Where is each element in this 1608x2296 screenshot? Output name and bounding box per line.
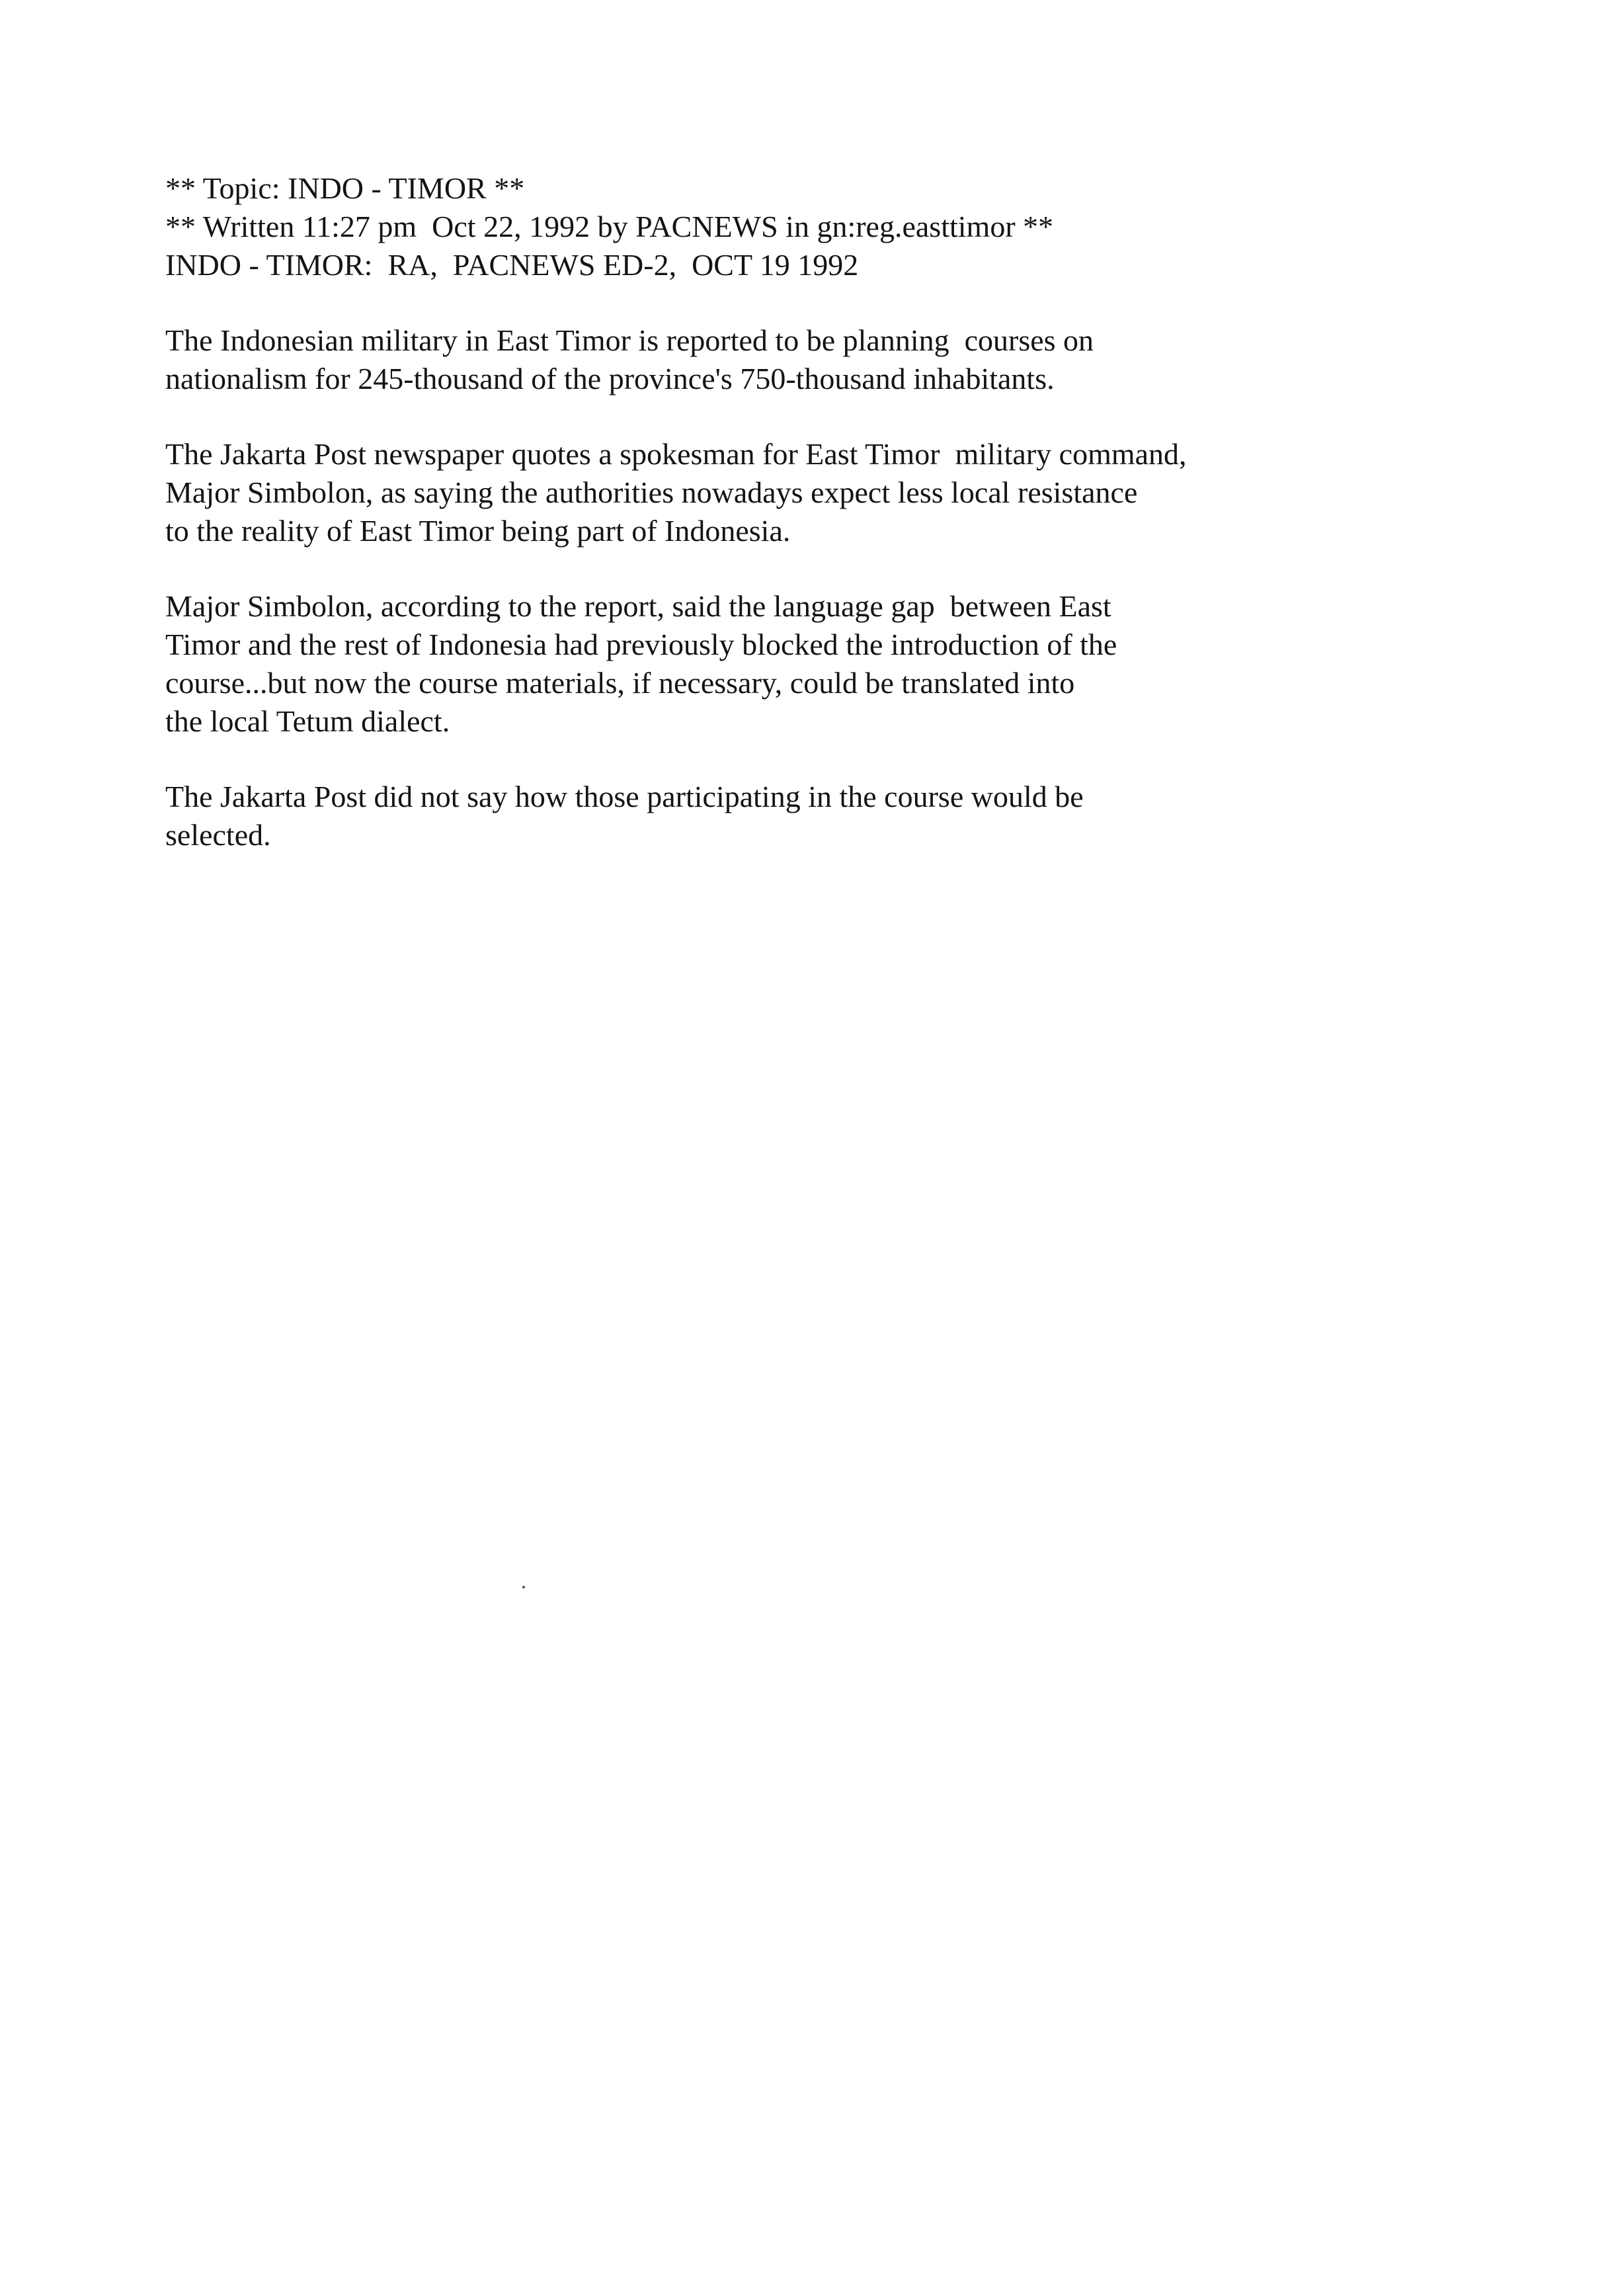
paragraph-line: nationalism for 245-thousand of the province's 750-thousand inhabitants. bbox=[165, 362, 1055, 395]
paragraph-line: to the reality of East Timor being part of Indonesia. bbox=[165, 514, 791, 548]
paragraph-line: The Jakarta Post newspaper quotes a spokesman for East Timor military command, bbox=[165, 437, 1187, 471]
paragraph-line: Major Simbolon, as saying the authorities nowadays expect less local resistance bbox=[165, 475, 1138, 509]
scan-speck bbox=[522, 1586, 525, 1588]
paragraph-line: The Indonesian military in East Timor is reported to be planning courses on bbox=[165, 323, 1094, 357]
written-line: ** Written 11:27 pm Oct 22, 1992 by PACNEWS in gn:reg.easttimor ** bbox=[165, 210, 1054, 243]
source-line: INDO - TIMOR: RA, PACNEWS ED-2, OCT 19 1992 bbox=[165, 248, 859, 282]
paragraph-line: Major Simbolon, according to the report, said the language gap between East bbox=[165, 589, 1111, 623]
paragraph-2 bbox=[165, 435, 1488, 550]
paragraph-1 bbox=[165, 321, 1488, 398]
paragraph-line: the local Tetum dialect. bbox=[165, 704, 450, 738]
message-header bbox=[165, 169, 1488, 284]
topic-line: ** Topic: INDO - TIMOR ** bbox=[165, 171, 525, 205]
paragraph-3 bbox=[165, 587, 1488, 741]
document-body bbox=[165, 169, 1488, 891]
paragraph-line: The Jakarta Post did not say how those participating in the course would be bbox=[165, 780, 1084, 813]
paragraph-line: course...but now the course materials, if necessary, could be translated into bbox=[165, 666, 1075, 700]
paragraph-4 bbox=[165, 778, 1488, 854]
paragraph-line: selected. bbox=[165, 818, 271, 852]
paragraph-line: Timor and the rest of Indonesia had previously blocked the introduction of the bbox=[165, 628, 1117, 661]
